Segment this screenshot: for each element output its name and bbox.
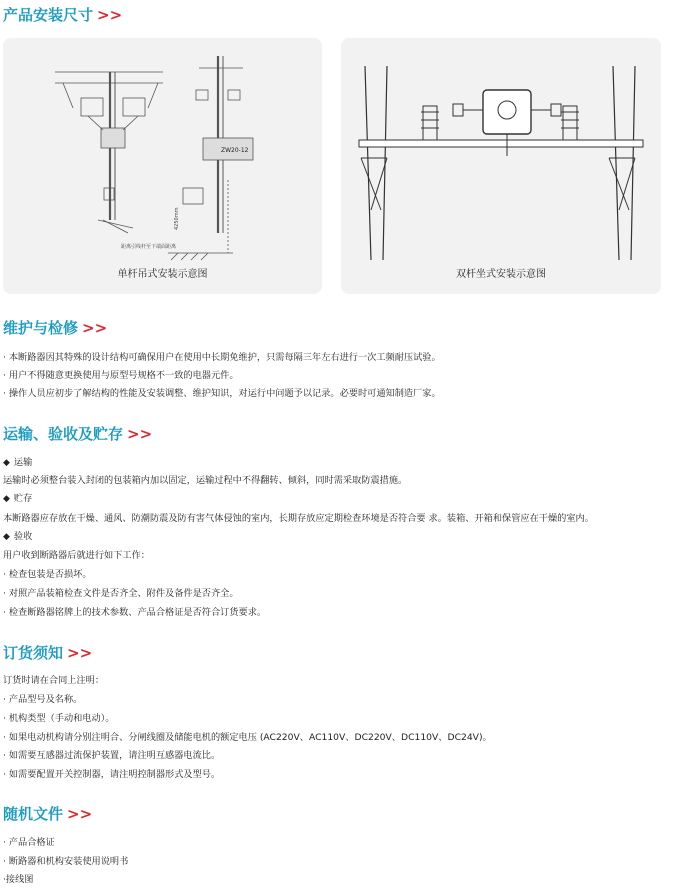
figure-card-single-pole <box>3 38 322 294</box>
fig-note-label: 距离引线杆至下端面距离 <box>121 244 177 250</box>
install-title-text: 产品安装尺寸 <box>3 6 94 24</box>
maintenance-section-title <box>3 318 107 338</box>
docs-title-arrow: >> <box>67 805 93 823</box>
transport-text: 运输时必须整台装入封闭的包装箱内加以固定，运输过程中不得翻转、倾斜，同时需采取防震措施。 <box>3 475 408 486</box>
storage-heading: ◆ 贮存 <box>3 493 33 504</box>
docs-item: · 产品合格证 <box>3 837 55 848</box>
fig-box-label: ZW20-12 <box>221 147 249 154</box>
diamond-bullet-icon: ◆ <box>3 458 10 468</box>
order-item: · 如需要配置开关控制器，请注明控制器形式及型号。 <box>3 769 221 780</box>
diamond-bullet-icon: ◆ <box>3 494 10 504</box>
acceptance-item: · 检查包装是否损坏。 <box>3 569 92 580</box>
double-pole-diagram <box>341 38 661 263</box>
acceptance-item: · 对照产品装箱检查文件是否齐全、附件及备件是否齐全。 <box>3 588 239 599</box>
install-section-title <box>3 5 122 25</box>
docs-item: · 断路器和机构安装使用说明书 <box>3 856 129 867</box>
order-item: · 产品型号及名称。 <box>3 694 83 705</box>
order-item: · 机构类型（手动和电动）。 <box>3 713 115 724</box>
acceptance-heading: ◆ 验收 <box>3 531 33 542</box>
figure-card-double-pole <box>341 38 661 294</box>
maintenance-title-arrow: >> <box>82 319 108 337</box>
transport-title-text: 运输、验收及贮存 <box>3 425 124 443</box>
maintenance-item: · 本断路器因其特殊的设计结构可确保用户在使用中长期免维护，只需每隔三年左右进行一次工频耐压试验。 <box>3 352 441 363</box>
docs-item: ·接线图 <box>3 874 34 885</box>
transport-section-title <box>3 424 152 444</box>
transport-heading: ◆ 运输 <box>3 457 33 468</box>
order-section-title <box>3 643 92 663</box>
order-item: · 如需要互感器过流保护装置，请注明互感器电流比。 <box>3 750 221 761</box>
transport-title-arrow: >> <box>127 425 153 443</box>
order-intro: 订货时请在合同上注明： <box>3 675 105 686</box>
diamond-bullet-icon: ◆ <box>3 532 10 542</box>
maintenance-item: · 操作人员应初步了解结构的性能及安装调整、维护知识，对运行中问题予以记录。必要时可通知制造厂家。 <box>3 388 441 399</box>
docs-title-text: 随机文件 <box>3 805 64 823</box>
maintenance-title-text: 维护与检修 <box>3 319 79 337</box>
order-title-arrow: >> <box>67 644 93 662</box>
order-item: · 如果电动机构请分别注明合、分闸线圈及储能电机的额定电压 (AC220V、AC110V、DC220V、DC110V、DC24V)。 <box>3 732 492 743</box>
figure-caption-double-pole: 双杆坐式安装示意图 <box>456 269 546 280</box>
install-title-arrow: >> <box>97 6 123 24</box>
docs-section-title <box>3 804 92 824</box>
storage-text: 本断路器应存放在干燥、通风、防潮防震及防有害气体侵蚀的室内，长期存放应定期检查环境是否符合要 求。装箱、开箱和保管应在干燥的室内。 <box>3 513 594 524</box>
acceptance-intro: 用户收到断路器后就进行如下工作： <box>3 550 150 561</box>
maintenance-item: · 用户不得随意更换使用与原型号规格不一致的电器元件。 <box>3 370 239 381</box>
acceptance-item: · 检查断路器铭牌上的技术参数、产品合格证是否符合订货要求。 <box>3 607 267 618</box>
figure-caption-single-pole: 单杆吊式安装示意图 <box>117 269 208 280</box>
single-pole-diagram <box>3 38 322 263</box>
fig-height-label: 4250mm <box>174 207 180 230</box>
order-title-text: 订货须知 <box>3 644 64 662</box>
